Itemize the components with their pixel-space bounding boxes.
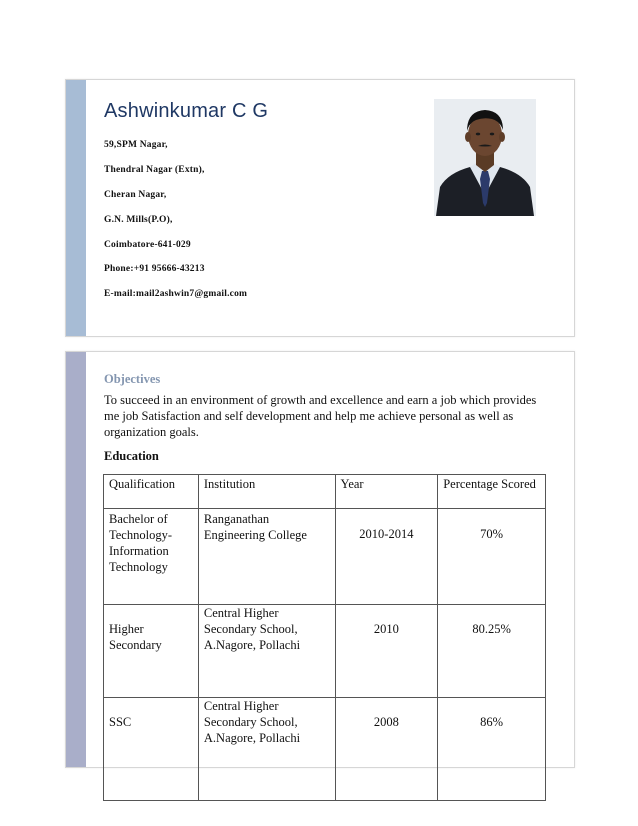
accent-bar: [66, 352, 86, 767]
education-heading: Education: [104, 449, 159, 463]
address-line: Thendral Nagar (Extn),: [104, 165, 205, 175]
address-line: 59,SPM Nagar,: [104, 140, 168, 150]
email: E-mail:mail2ashwin7@gmail.com: [104, 289, 248, 299]
qualification-cell: Higher Secondary: [104, 605, 199, 698]
percentage-cell: 86%: [438, 698, 546, 801]
year-cell: 2008: [335, 698, 438, 801]
institution-cell: Ranganathan Engineering College: [198, 509, 335, 605]
education-table: [103, 474, 546, 801]
table-row: [104, 509, 546, 605]
accent-bar: [66, 80, 86, 336]
objectives-heading: Objectives: [104, 372, 161, 386]
person-portrait-icon: [434, 99, 536, 216]
address-line: Coimbatore-641-029: [104, 240, 191, 250]
address-line: Cheran Nagar,: [104, 190, 167, 200]
profile-photo: [434, 99, 536, 216]
percentage-cell: 80.25%: [438, 605, 546, 698]
institution-cell: Central Higher Secondary School, A.Nagore, Pollachi: [198, 605, 335, 698]
column-header: Institution: [198, 475, 335, 509]
objectives-text: To succeed in an environment of growth and excellence and earn a job which provides me job Satisfaction and self development and help me achieve personal as well as organization goals.: [104, 393, 537, 439]
column-header: Percentage Scored: [438, 475, 546, 509]
objectives-education-card: [65, 351, 575, 768]
qualification-cell: Bachelor of Technology-Information Technology: [104, 509, 199, 605]
personal-details-card: [65, 79, 575, 337]
table-header-row: [104, 475, 546, 509]
candidate-name: Ashwinkumar C G: [104, 100, 269, 122]
year-cell: 2010-2014: [335, 509, 438, 605]
table-row: [104, 605, 546, 698]
qualification-cell: SSC: [104, 698, 199, 801]
percentage-cell: 70%: [438, 509, 546, 605]
year-cell: 2010: [335, 605, 438, 698]
institution-cell: Central Higher Secondary School, A.Nagore, Pollachi: [198, 698, 335, 801]
column-header: Qualification: [104, 475, 199, 509]
table-row: [104, 698, 546, 801]
phone: Phone:+91 95666-43213: [104, 264, 205, 274]
column-header: Year: [335, 475, 438, 509]
address-line: G.N. Mills(P.O),: [104, 215, 173, 225]
